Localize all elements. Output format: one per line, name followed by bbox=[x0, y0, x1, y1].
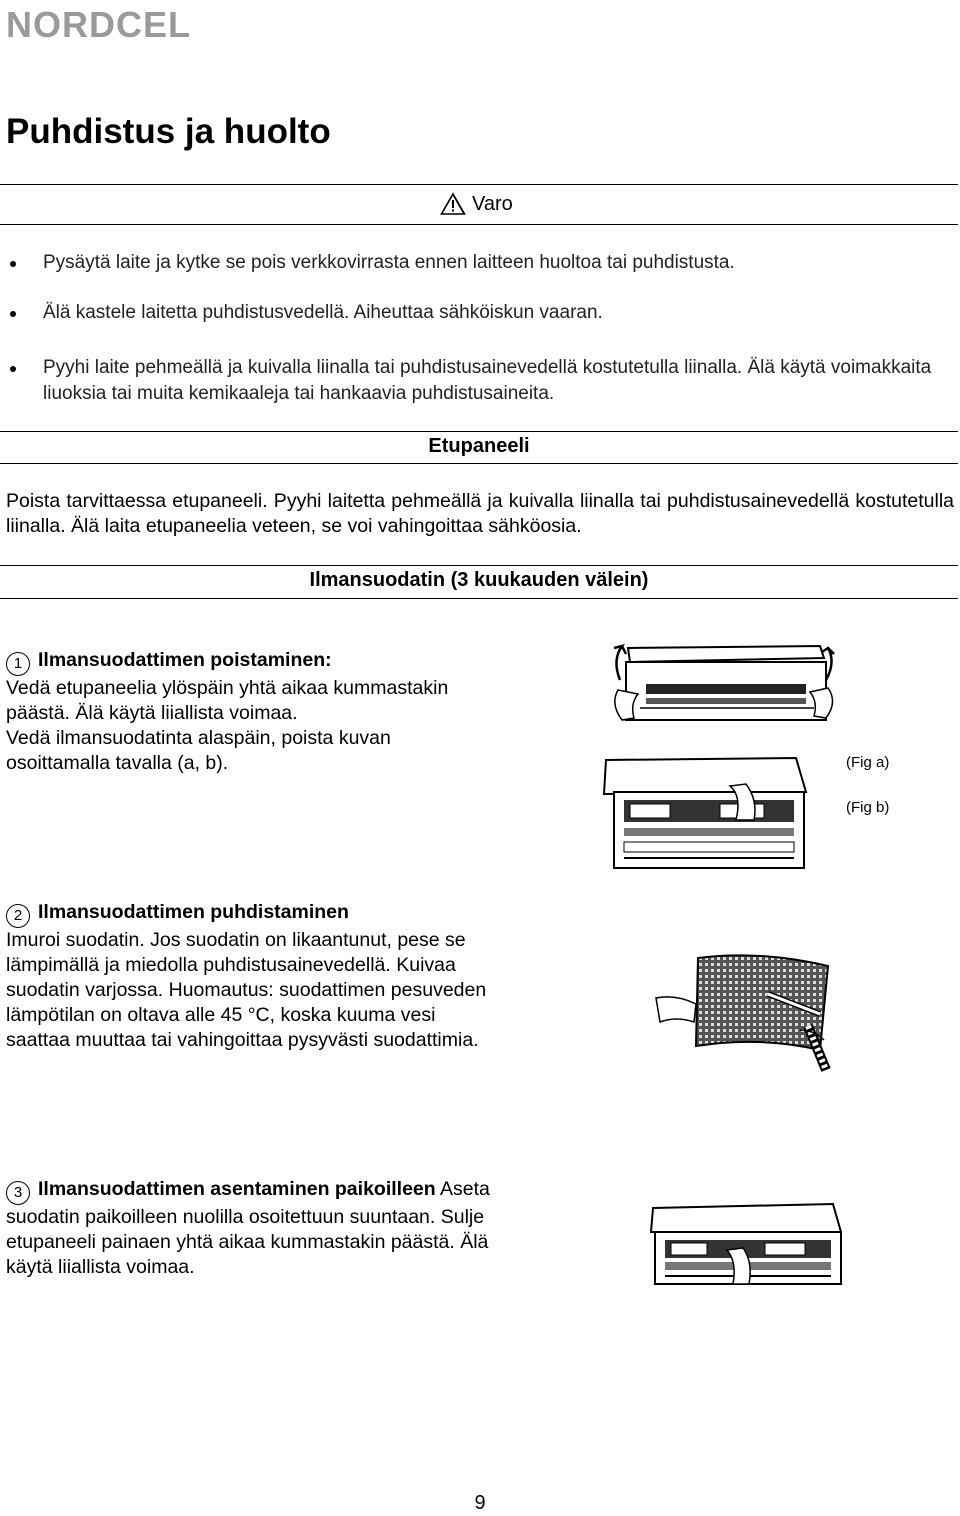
divider bbox=[0, 431, 958, 432]
divider bbox=[0, 224, 958, 225]
list-item-text: Pyyhi laite pehmeällä ja kuivalla liinalla tai puhdistusainevedellä kostutetulla liinalla. Älä käytä voimakkaita liuoksia tai muita kemikaaleja tai hankaavia puhdistusaineita. bbox=[43, 357, 932, 404]
divider bbox=[0, 598, 958, 599]
text-line: etupaneeli painaen yhtä aikaa kummastakin päästä. Älä bbox=[6, 1231, 489, 1253]
front-panel-text: Poista tarvittaessa etupaneeli. Pyyhi laitetta pehmeällä ja kuivalla liinalla tai puhdistusainevedellä kostutetulla liinalla. Älä laita etupaneelia veteen, se voi vahingoittaa sähköosia. bbox=[6, 490, 954, 537]
divider bbox=[0, 184, 958, 185]
list-item bbox=[6, 250, 956, 276]
ac-unit-filter-removal-illustration bbox=[600, 756, 810, 874]
filter-cleaning-illustration bbox=[650, 950, 840, 1080]
text-line: suodatin paikoilleen nuolilla osoitettuun suuntaan. Sulje bbox=[6, 1206, 485, 1228]
caution-header bbox=[440, 192, 513, 216]
list-item bbox=[6, 355, 956, 407]
text-line: lämpötilan on oltava alle 45 °C, koska kuuma vesi bbox=[6, 1004, 436, 1026]
list-item bbox=[6, 300, 956, 326]
figure-caption-a: (Fig a) bbox=[846, 754, 890, 771]
step-3-text-start: Aseta bbox=[440, 1178, 490, 1200]
figure-caption-b: (Fig b) bbox=[846, 799, 890, 816]
step-1-line bbox=[6, 676, 546, 701]
page-title: Puhdistus ja huolto bbox=[6, 112, 331, 151]
section-heading-air-filter: Ilmansuodatin (3 kuukauden välein) bbox=[309, 569, 649, 591]
text-line: saattaa muuttaa tai vahingoittaa pysyvästi suodattimia. bbox=[6, 1029, 479, 1051]
step-3-heading bbox=[6, 1177, 546, 1205]
list-item-text: Pysäytä laite ja kytke se pois verkkovirrasta ennen laitteen huoltoa tai puhdistusta. bbox=[43, 252, 735, 273]
bullet-dot bbox=[10, 261, 16, 267]
step-3 bbox=[6, 1177, 546, 1280]
step-number-badge: 1 bbox=[6, 652, 30, 676]
text-line: Vedä ilmansuodatinta alaspäin, poista kuvan bbox=[6, 727, 391, 749]
step-1-title: Ilmansuodattimen poistaminen: bbox=[38, 649, 332, 671]
section-heading-front-panel: Etupaneeli bbox=[428, 435, 530, 457]
step-1 bbox=[6, 648, 546, 776]
bullet-dot bbox=[10, 311, 16, 317]
text-line: Imuroi suodatin. Jos suodatin on likaantunut, pese se bbox=[6, 929, 466, 951]
caution-label: Varo bbox=[472, 192, 513, 215]
filter-install-illustration bbox=[645, 1196, 845, 1288]
text-line: lämpimällä ja miedolla puhdistusainevedellä. Kuivaa bbox=[6, 954, 456, 976]
text-line: Vedä etupaneelia ylöspäin yhtä aikaa kummastakin bbox=[6, 677, 449, 699]
text-line: päästä. Älä käytä liiallista voimaa. bbox=[6, 702, 298, 724]
list-item-text: Älä kastele laitetta puhdistusvedellä. Aiheuttaa sähköiskun vaaran. bbox=[43, 302, 603, 323]
ac-unit-panel-lift-illustration bbox=[600, 640, 840, 725]
bullet-dot bbox=[10, 366, 16, 372]
text-line: osoittamalla tavalla (a, b). bbox=[6, 752, 229, 774]
step-number-badge: 3 bbox=[6, 1181, 30, 1205]
page-number: 9 bbox=[474, 1492, 486, 1514]
step-1-heading bbox=[6, 648, 546, 676]
brand-logo: NORDCEL bbox=[6, 4, 191, 45]
warning-triangle-icon bbox=[440, 192, 466, 216]
step-2-title: Ilmansuodattimen puhdistaminen bbox=[38, 901, 349, 923]
step-number-badge: 2 bbox=[6, 904, 30, 928]
text-line: suodatin varjossa. Huomautus: suodattimen pesuveden bbox=[6, 979, 487, 1001]
text-line: käytä liiallista voimaa. bbox=[6, 1256, 195, 1278]
step-2 bbox=[6, 900, 546, 1053]
divider bbox=[0, 463, 958, 464]
step-3-title: Ilmansuodattimen asentaminen paikoilleen bbox=[38, 1178, 436, 1200]
divider bbox=[0, 565, 958, 566]
step-2-heading bbox=[6, 900, 546, 928]
